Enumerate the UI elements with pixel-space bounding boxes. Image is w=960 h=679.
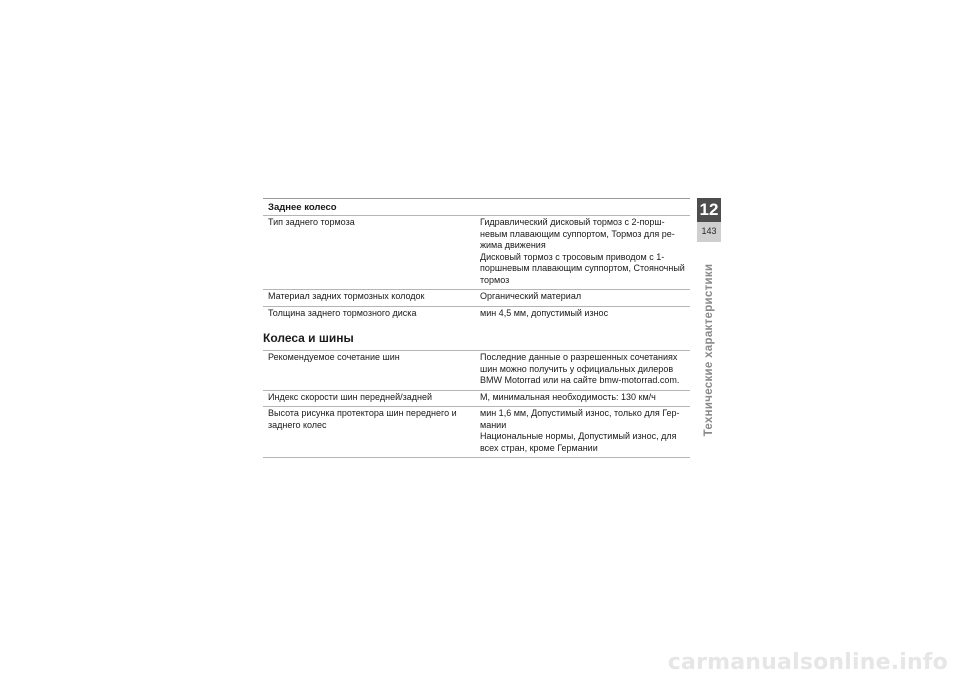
table-row (263, 306, 690, 322)
table-row (263, 351, 690, 391)
rear-wheel-table (263, 215, 690, 322)
chapter-side-title: Технические характеристики (703, 263, 715, 437)
table-row (263, 390, 690, 407)
value-line: мании (480, 419, 507, 430)
row-value (475, 351, 690, 391)
value-line: мин 4,5 мм, допустимый износ (480, 307, 609, 318)
value-line: М, минимальная необходимость: 130 км/ч (480, 391, 656, 402)
rear-wheel-heading: Заднее колесо (263, 198, 690, 215)
row-label: Толщина заднего тормозного диска (263, 306, 475, 322)
label-line: Рекомендуемое сочетание шин (268, 352, 400, 362)
chapter-tab (697, 198, 721, 242)
value-line: жима движения (480, 240, 546, 250)
value-line: невым плавающим суппортом, Тормоз для ре- (480, 228, 675, 239)
wheels-tires-table (263, 350, 690, 458)
row-label: Материал задних тормозных колодок (263, 290, 475, 307)
value-line: поршневым плавающим суппортом, Стояночный (480, 263, 685, 273)
row-value (475, 390, 690, 407)
page-number: 143 (701, 226, 717, 236)
watermark: carmanualsonline.info (667, 650, 948, 675)
table-row (263, 216, 690, 290)
chapter-number: 12 (699, 200, 719, 219)
row-value (475, 407, 690, 458)
value-line: Гидравлический дисковый тормоз с 2-порш- (480, 217, 665, 227)
value-line: Национальные нормы, Допустимый износ, для (480, 431, 677, 441)
spec-content (263, 198, 690, 458)
label-line: Индекс скорости шин передней/задней (268, 391, 432, 402)
value-line: BMW Motorrad или на сайте bmw-motorrad.com. (480, 375, 680, 385)
value-line: тормоз (480, 274, 510, 285)
row-label: Тип заднего тормоза (263, 216, 475, 290)
wheels-tires-title: Колеса и шины (263, 331, 354, 345)
label-line: Высота рисунка протектора шин переднего и (268, 408, 457, 418)
value-line: Органический материал (480, 291, 582, 301)
row-value (475, 290, 690, 307)
table-row (263, 290, 690, 307)
table-row (263, 407, 690, 458)
row-value (475, 306, 690, 322)
value-line: мин 1,6 мм, Допустимый износ, только для Гер- (480, 408, 680, 418)
value-line: Дисковый тормоз с тросовым приводом с 1- (480, 251, 665, 262)
row-label (263, 351, 475, 391)
label-line: заднего колес (268, 419, 327, 430)
row-label (263, 407, 475, 458)
value-line: всех стран, кроме Германии (480, 442, 598, 453)
value-line: Последние данные о разрешенных сочетаниях (480, 352, 678, 362)
row-value (475, 216, 690, 290)
value-line: шин можно получить у официальных дилеров (480, 363, 674, 374)
row-label (263, 390, 475, 407)
